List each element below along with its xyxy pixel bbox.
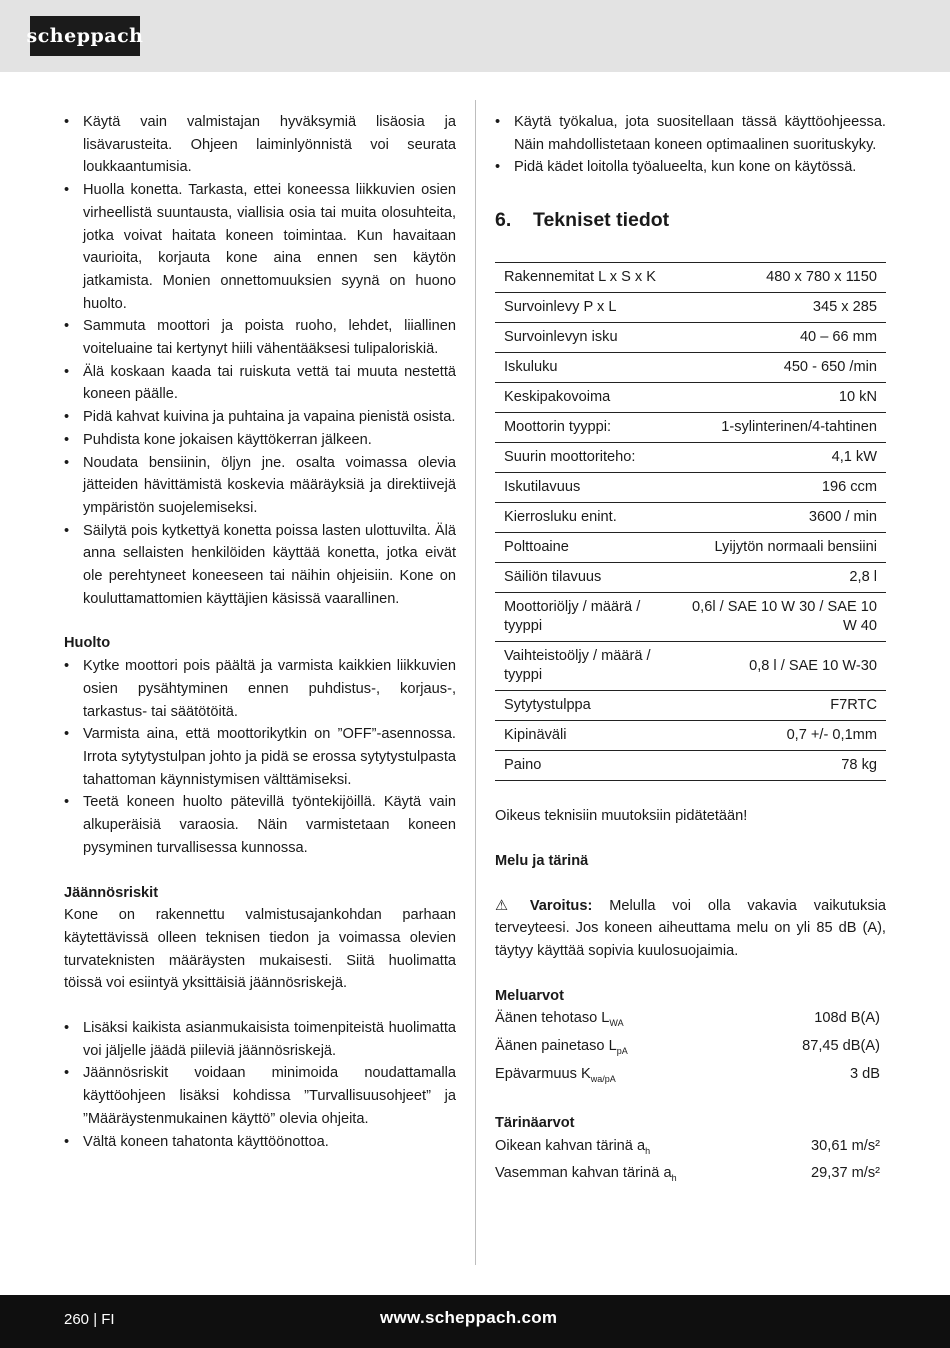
technical-data-table bbox=[495, 262, 886, 781]
spec-label: Moottorin tyyppi: bbox=[504, 419, 612, 436]
vibration-label: Oikean kahvan tärinä $a_h$ bbox=[495, 1137, 651, 1156]
spec-value: 78 kg bbox=[841, 757, 877, 774]
spec-label: Paino bbox=[504, 757, 542, 774]
vibration-value: 30,61 m/s² bbox=[811, 1137, 880, 1154]
list-item: • Pidä kädet loitolla työalueelta, kun kone on käytössä. bbox=[495, 156, 886, 179]
spec-value: Lyijytön normaali bensiini bbox=[714, 539, 877, 556]
section-title: Tekniset tiedot bbox=[533, 209, 670, 232]
spec-label: Kierrosluku enint. bbox=[504, 509, 617, 526]
list-item: • Vältä koneen tahatonta käyttöönottoa. bbox=[64, 1131, 456, 1154]
residual-risks-paragraph: Kone on rakennettu valmistusajankohdan parhaan käytettävissä olleen teknisen tiedon ja voimassa olevien turvateknisten määräysten mukaisesti. Siitä huolimatta töissä voi esiintyä yksittäisiä jäännösriskejä. bbox=[64, 907, 456, 992]
spec-label: Sytytystulppa bbox=[504, 697, 591, 714]
table-row bbox=[495, 293, 886, 323]
safety-bullet-list bbox=[64, 111, 456, 610]
spec-label: Vaihteistoöljy / määrä / tyyppi bbox=[504, 648, 651, 684]
huolto-bullet-list bbox=[64, 655, 456, 859]
vibration-heading: Tärinäarvot bbox=[495, 1115, 575, 1132]
list-item: • Säilytä pois kytkettyä konetta poissa lasten ulottuvilta. Älä anna sellaisten henkilöiden käyttää konetta, jotka eivät ole perehtyneet koneeseen tai näihin ohjeisiin. Kone on kouluttamattomien käyttäjien käsissä vaarallinen. bbox=[64, 520, 456, 611]
spec-label: Suurin moottoriteho: bbox=[504, 449, 636, 466]
spec-value: F7RTC bbox=[830, 697, 877, 714]
table-row bbox=[495, 593, 886, 642]
noise-label: Äänen painetaso $L_{pA}$ bbox=[495, 1037, 628, 1056]
noise-value-row bbox=[495, 1007, 886, 1035]
warning-label: Varoitus: bbox=[529, 897, 593, 914]
spec-value: 450 - 650 /min bbox=[783, 359, 877, 376]
table-row bbox=[495, 323, 886, 353]
page-footer bbox=[0, 1295, 950, 1348]
list-item: • Huolla konetta. Tarkasta, ettei koneessa liikkuvien osien virheellistä suuntausta, viallisia osia tai muita olosuhteita, jotka voivat haitata koneen toimintaa. Kun havaitaan vaurioita, korjauta kone aina ennen sen käytön jatkamista. Monien onnettomuuksien syynä on huono huolto. bbox=[64, 179, 456, 315]
table-row bbox=[495, 691, 886, 721]
spec-label: Iskutilavuus bbox=[504, 479, 581, 496]
residual-risks-heading: Jäännösriskit bbox=[64, 884, 159, 901]
right-column bbox=[495, 111, 886, 1190]
spec-value: 0,8 l / SAE 10 W-30 bbox=[749, 657, 877, 674]
table-row bbox=[495, 353, 886, 383]
noise-value-row bbox=[495, 1035, 886, 1063]
vibration-value-row bbox=[495, 1162, 886, 1190]
noise-value-row bbox=[495, 1063, 886, 1091]
vibration-label: Vasemman kahvan tärinä $a_h$ bbox=[495, 1165, 677, 1184]
noise-values-heading: Meluarvot bbox=[495, 987, 564, 1004]
noise-label: Äänen tehotaso $L_{WA}$ bbox=[495, 1010, 624, 1029]
vibration-value: 29,37 m/s² bbox=[811, 1165, 880, 1182]
page-number: 260 | FI bbox=[64, 1311, 115, 1328]
noise-value: 108d B(A) bbox=[814, 1010, 880, 1027]
vibration-value-row bbox=[495, 1135, 886, 1163]
spec-value: 480 x 780 x 1150 bbox=[766, 269, 877, 286]
spec-value: 196 ccm bbox=[821, 479, 877, 496]
spec-value: 4,1 kW bbox=[831, 449, 877, 466]
list-item: • Jäännösriskit voidaan minimoida noudattamalla käyttöohjeen lisäksi kohdissa ”Turvallisuusohjeet” ja ”Määräystenmukainen käyttö” olevia ohjeita. bbox=[64, 1062, 456, 1130]
table-row bbox=[495, 533, 886, 563]
table-row bbox=[495, 503, 886, 533]
spec-value: 2,8 l bbox=[849, 569, 877, 586]
warning-text: Melulla voi olla vakavia vaikutuksia terveyteesi. Jos koneen aiheuttama melu on yli 85 dB (A), täytyy käyttää sopivia kuulosuojaimia. bbox=[495, 897, 886, 959]
spec-value: 10 kN bbox=[838, 389, 877, 406]
left-column bbox=[64, 111, 456, 1153]
list-item: • Sammuta moottori ja poista ruoho, lehdet, liiallinen voiteluaine tai kertynyt hiili vähentääksesi tulipaloriskiä. bbox=[64, 315, 456, 360]
spec-label: Survoinlevy P x L bbox=[504, 299, 617, 316]
list-item: • Varmista aina, että moottorikytkin on ”OFF”-asennossa. Irrota sytytystulpan johto ja pidä se erossa sytytystulpasta tahattoman käynnistymisen välttämiseksi. bbox=[64, 723, 456, 791]
list-item: • Kytke moottori pois päältä ja varmista kaikkien liikkuvien osien pysähtyminen ennen puhdistus-, korjaus-, tarkastus- tai säätötöitä. bbox=[64, 655, 456, 723]
table-row bbox=[495, 473, 886, 503]
spec-label: Kipinäväli bbox=[504, 727, 567, 744]
spec-label: Polttoaine bbox=[504, 539, 569, 556]
table-row bbox=[495, 563, 886, 593]
table-row bbox=[495, 721, 886, 751]
brand-logo: scheppach bbox=[30, 16, 140, 56]
spec-value: 0,7 +/- 0,1mm bbox=[786, 727, 877, 744]
website-link[interactable]: www.scheppach.com bbox=[380, 1308, 558, 1327]
spec-label: Säiliön tilavuus bbox=[504, 569, 602, 586]
changes-note: Oikeus teknisiin muutoksiin pidätetään! bbox=[495, 808, 748, 825]
spec-value: 40 – 66 mm bbox=[799, 329, 877, 346]
list-item: • Älä koskaan kaada tai ruiskuta vettä tai muuta nestettä koneen päälle. bbox=[64, 361, 456, 406]
list-item: • Teetä koneen huolto pätevillä työntekijöillä. Käytä vain alkuperäisiä varaosia. Näin varmistetaan koneen pysyminen turvallisessa kunnossa. bbox=[64, 791, 456, 859]
noise-label: Epävarmuus $K_{wa/pA}$ bbox=[495, 1065, 616, 1084]
table-row bbox=[495, 263, 886, 293]
list-item: • Käytä työkalua, jota suositellaan tässä käyttöohjeessa. Näin mahdollistetaan koneen optimaalinen suorituskyky. bbox=[495, 111, 886, 156]
section-heading bbox=[495, 206, 886, 234]
noise-heading: Melu ja tärinä bbox=[495, 852, 589, 869]
list-item: • Noudata bensiinin, öljyn jne. osalta voimassa olevia jätteiden hävittämistä koskevia määräyksiä ja direktiivejä ympäristön suojelemiseksi. bbox=[64, 452, 456, 520]
table-row bbox=[495, 413, 886, 443]
noise-value: 3 dB bbox=[849, 1065, 880, 1082]
warning-triangle-icon: ⚠ bbox=[495, 897, 509, 914]
spec-label: Keskipakovoima bbox=[504, 389, 611, 406]
section-number: 6. bbox=[495, 209, 512, 232]
list-item: • Pidä kahvat kuivina ja puhtaina ja vapaina pienistä osista. bbox=[64, 406, 456, 429]
spec-label: Iskuluku bbox=[504, 359, 558, 376]
list-item: • Käytä vain valmistajan hyväksymiä lisäosia ja lisävarusteita. Ohjeen laiminlyönnistä voi seurata loukkaantumisia. bbox=[64, 111, 456, 179]
table-row bbox=[495, 642, 886, 691]
spec-value: 3600 / min bbox=[808, 509, 877, 526]
usage-bullet-list bbox=[495, 111, 886, 179]
noise-value: 87,45 dB(A) bbox=[802, 1037, 880, 1054]
spec-label: Rakennemitat L x S x K bbox=[504, 269, 656, 286]
table-row bbox=[495, 383, 886, 413]
column-divider bbox=[475, 100, 476, 1265]
spec-value: 345 x 285 bbox=[812, 299, 877, 316]
spec-label: Survoinlevyn isku bbox=[504, 329, 618, 346]
table-row bbox=[495, 443, 886, 473]
table-row bbox=[495, 751, 886, 781]
list-item: • Puhdista kone jokaisen käyttökerran jälkeen. bbox=[64, 429, 456, 452]
spec-value: 0,6l / SAE 10 W 30 / SAE 10 W 40 bbox=[692, 599, 877, 635]
warning-paragraph bbox=[495, 895, 886, 963]
residual-risks-bullet-list bbox=[64, 1017, 456, 1153]
spec-value: 1-sylinterinen/4-tahtinen bbox=[721, 419, 877, 436]
list-item: • Lisäksi kaikista asianmukaisista toimenpiteistä huolimatta voi jäljelle jäädä piileviä jäännösriskejä. bbox=[64, 1017, 456, 1062]
spec-label: Moottoriöljy / määrä / tyyppi bbox=[504, 599, 641, 635]
page-header bbox=[0, 0, 950, 72]
huolto-heading: Huolto bbox=[64, 635, 111, 652]
